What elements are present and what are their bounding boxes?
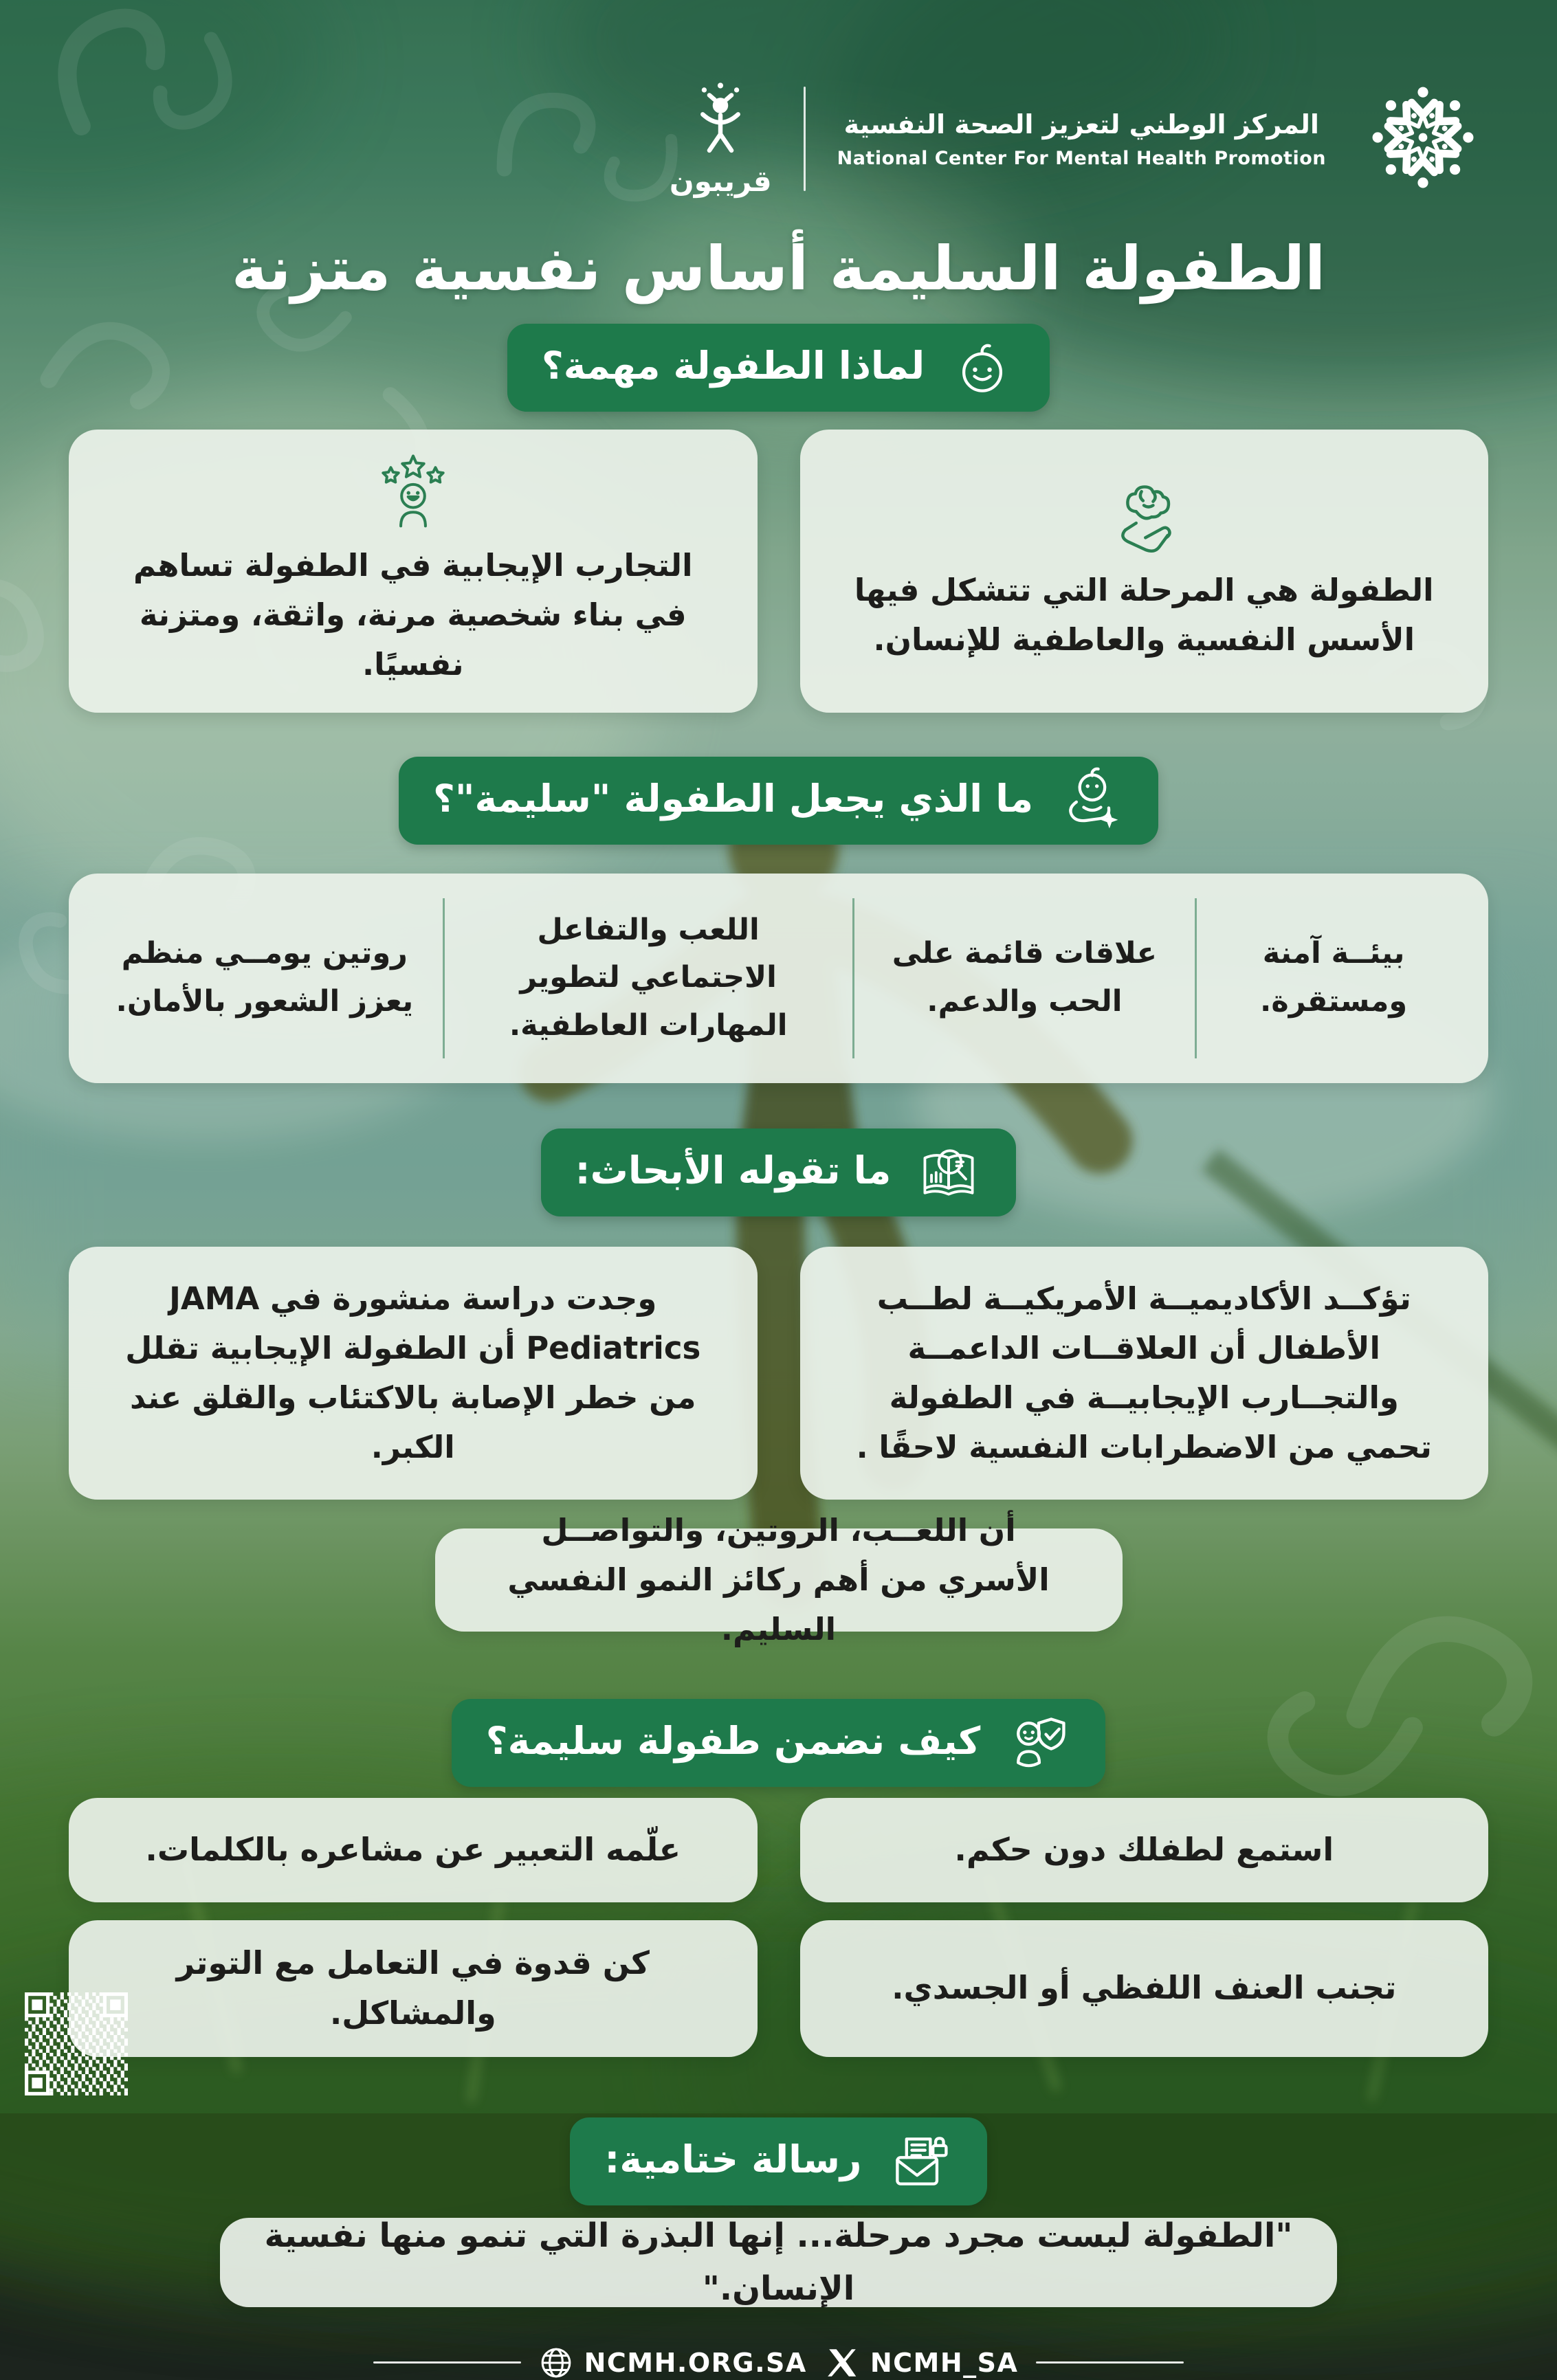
footer (373, 2346, 1184, 2380)
how-cards-grid (69, 1798, 1488, 2057)
card-positive-experiences (69, 430, 758, 713)
research-book-icon (916, 1139, 982, 1205)
star-emblem-icon (1358, 69, 1488, 206)
card-be-role-model: كن قدوة في التعامل مع التوتر والمشاكل. (69, 1920, 758, 2057)
pillar-safe-environment: بيئــة آمنة ومستقرة. (1195, 898, 1470, 1058)
card-avoid-violence: تجنب العنف اللفظي أو الجسدي. (800, 1920, 1489, 2057)
section-heading-what-makes (399, 757, 1158, 845)
pillar-loving-relationships: علاقات قائمة على الحب والدعم. (852, 898, 1195, 1058)
section-heading-text: كيف نضمن طفولة سليمة؟ (485, 1719, 981, 1764)
card-text: الطفولة هي المرحلة التي تتشكل فيها الأسس النفسية والعاطفية للإنسان. (854, 571, 1434, 658)
card-teach-expression: علّمه التعبير عن مشاعره بالكلمات. (69, 1798, 758, 1902)
section-heading-text: لماذا الطفولة مهمة؟ (541, 344, 925, 388)
baby-in-hand-icon (1058, 768, 1124, 834)
section-heading-text: ما تقوله الأبحاث: (575, 1148, 892, 1193)
pillar-daily-routine: روتين يومــي منظم يعزز الشعور بالأمان. (115, 936, 414, 1019)
twitter-handle: NCMH_SA (870, 2347, 1019, 2378)
card-aap-research: تؤكــد الأكاديميــة الأمريكيــة لطــب الأطفال أن العلاقــات الداعمــة والتجــارب الإيجابيــة في الطفولة تحمي من الاضطرابات النفسية لاحقًا . (800, 1247, 1489, 1500)
ncmh-emblem (1358, 69, 1488, 209)
footer-divider-right (1036, 2361, 1184, 2364)
footer-website (539, 2346, 807, 2380)
card-text: التجارب الإيجابية في الطفولة تساهم في بناء شخصية مرنة، واثقة، ومتزنة نفسيًا. (133, 546, 693, 682)
section-heading-why (507, 324, 1050, 412)
footer-twitter (825, 2346, 1019, 2380)
header-divider (804, 87, 806, 191)
baby-shield-check-icon (1005, 1710, 1071, 1776)
section-heading-text: رسالة ختامية: (604, 2137, 862, 2182)
page-title: الطفولة السليمة أساس نفسية متزنة (231, 233, 1326, 304)
org-name-arabic: المركز الوطني لتعزيز الصحة النفسية (843, 109, 1319, 140)
why-cards-row (69, 430, 1488, 713)
card-research-note: أن اللعــب، الروتين، والتواصــل الأسري من أهم ركائز النمو النفسي السليم. (435, 1528, 1123, 1632)
footer-divider-left (373, 2361, 521, 2364)
card-listen-without-judgment: استمع لطفلك دون حكم. (800, 1798, 1489, 1902)
qareebon-person-icon (682, 80, 759, 162)
closing-letter-icon (887, 2128, 953, 2194)
pillar-play-social-interaction: اللعب والتفاعل الاجتماعي لتطوير المهارات العاطفية. (443, 898, 852, 1058)
org-name-block (837, 109, 1326, 169)
healthy-childhood-pillars (69, 874, 1488, 1083)
org-name-english: National Center For Mental Health Promotion (837, 147, 1326, 169)
happy-child-stars-icon (375, 453, 452, 530)
x-twitter-icon (825, 2346, 859, 2380)
card-childhood-stage (800, 430, 1489, 713)
website-label: NCMH.ORG.SA (584, 2347, 807, 2378)
brain-hand-icon (1105, 478, 1182, 555)
research-cards-row (69, 1247, 1488, 1500)
qareebon-label: قريبون (669, 164, 772, 198)
qr-code (25, 1992, 128, 2095)
section-heading-closing (570, 2117, 986, 2205)
child-face-icon (949, 335, 1015, 401)
header (670, 69, 1488, 209)
section-heading-text: ما الذي يجعل الطفولة "سليمة"؟ (433, 777, 1033, 821)
section-heading-research (541, 1128, 1017, 1216)
section-heading-how (452, 1699, 1106, 1787)
globe-icon (539, 2346, 573, 2380)
closing-quote-card: "الطفولة ليست مجرد مرحلة... إنها البذرة التي تنمو منها نفسية الإنسان." (220, 2218, 1337, 2307)
qareebon-logo (670, 80, 772, 198)
card-jama-research: وجدت دراسة منشورة في JAMA Pediatrics أن الطفولة الإيجابية تقلل من خطر الإصابة بالاكتئاب والقلق عند الكبر. (69, 1247, 758, 1500)
